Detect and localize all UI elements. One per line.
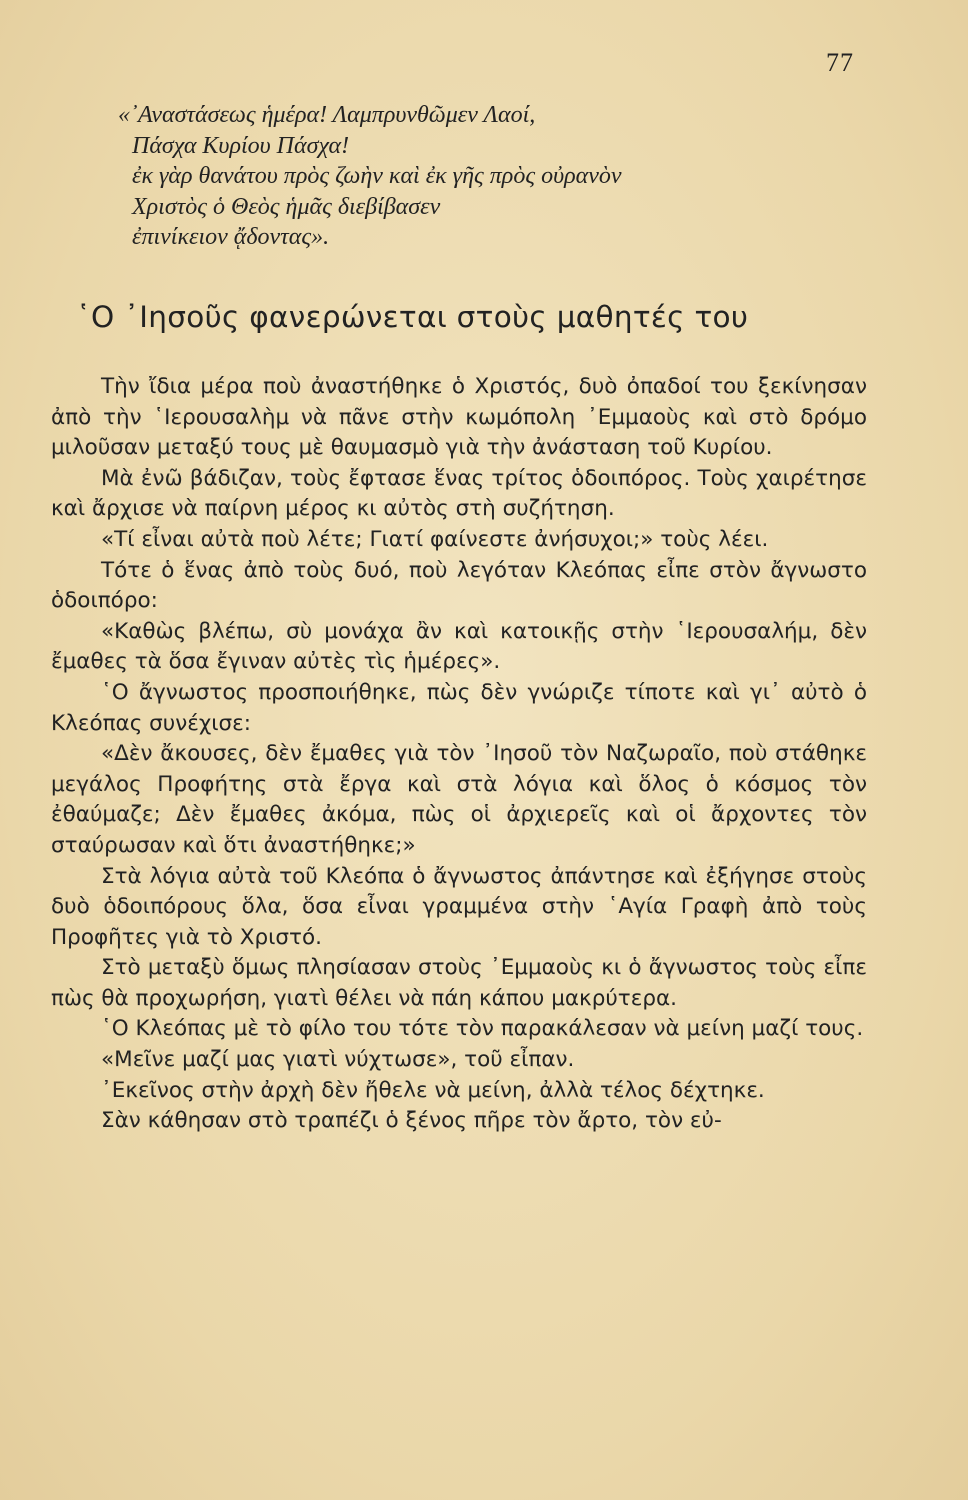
paragraph: «Τί εἶναι αὐτὰ ποὺ λέτε; Γιατί φαίνεστε ἀνήσυχοι;» τοὺς λέει. [101,526,769,552]
verse-line: «᾿Αναστάσεως ἡμέρα! Λαμπρυνθῶμεν Λαοί, [118,102,536,128]
paragraph: Τὴν ἴδια μέρα ποὺ ἀναστήθηκε ὁ Χριστός, δυὸ ὀπαδοί του ξεκίνησαν ἀπὸ τὴν ῾Ιερουσαλὴμ νὰ πᾶνε στὴν κωμόπολη ᾿Εμμαοὺς καὶ στὸ δρόμο μιλοῦσαν μεταξύ τους μὲ θαυμασμὸ γιὰ τὴν ἀνάσταση τοῦ Κυρίου. [51,374,867,461]
paragraph: ῾Ο Κλεόπας μὲ τὸ φίλο του τότε τὸν παρακάλεσαν νὰ μείνη μαζί τους. [101,1016,864,1042]
verse-line: ἐπινίκειον ᾄδοντας». [132,224,330,250]
paragraph: ᾿Εκεῖνος στὴν ἀρχὴ δὲν ἤθελε νὰ μείνη, ἀλλὰ τέλος δέχτηκε. [101,1077,765,1103]
paragraph: Τότε ὁ ἕνας ἀπὸ τοὺς δυό, ποὺ λεγόταν Κλεόπας εἶπε στὸν ἄγνωστο ὁδοιπόρο: [51,557,867,614]
hymn-verse [118,100,838,253]
verse-line: ἐκ γὰρ θανάτου πρὸς ζωὴν καὶ ἐκ γῆς πρὸς οὐρανὸν [132,163,622,189]
paragraph: Στὸ μεταξὺ ὅμως πλησίασαν στοὺς ᾿Εμμαοὺς κι ὁ ἄγνωστος τοὺς εἶπε πὼς θὰ προχωρήση, γιατὶ θέλει νὰ πάη κάπου μακρύτερα. [51,955,867,1011]
verse-line: Χριστὸς ὁ Θεὸς ἡμᾶς διεβίβασεν [132,193,441,220]
verse-line: Πάσχα Κυρίου Πάσχα! [132,132,350,159]
body-text [51,372,867,1137]
paragraph: «Μεῖνε μαζί μας γιατὶ νύχτωσε», τοῦ εἶπαν. [101,1047,575,1073]
paragraph: Σὰν κάθησαν στὸ τραπέζι ὁ ξένος πῆρε τὸν ἄρτο, τὸν εὐ- [101,1108,722,1134]
section-heading: ῾Ο ᾿Ιησοῦς φανερώνεται στοὺς μαθητές του [76,300,749,334]
paragraph: «Καθὼς βλέπω, σὺ μονάχα ἂν καὶ κατοικῇς στὴν ῾Ιερουσαλήμ, δὲν ἔμαθες τὰ ὅσα ἔγιναν αὐτὲς τὶς ἡμέρες». [51,618,867,675]
paragraph: ῾Ο ἄγνωστος προσποιήθηκε, πὼς δὲν γνώριζε τίποτε καὶ γι᾿ αὐτὸ ὁ Κλεόπας συνέχισε: [51,679,867,736]
paragraph: Μὰ ἐνῶ βάδιζαν, τοὺς ἔφτασε ἕνας τρίτος ὁδοιπόρος. Τοὺς χαιρέτησε καὶ ἄρχισε νὰ παίρνη μέρος κι αὐτὸς στὴ συζήτηση. [51,465,867,522]
paragraph: «Δὲν ἄκουσες, δὲν ἔμαθες γιὰ τὸν ᾿Ιησοῦ τὸν Ναζωραῖο, ποὺ στάθηκε μεγάλος Προφήτης στὰ ἔργα καὶ στὰ λόγια καὶ ὅλος ὁ κόσμος τὸν ἐθαύμαζε; Δὲν ἔμαθες ἀκόμα, πὼς οἱ ἀρχιερεῖς καὶ οἱ ἄρχοντες τὸν σταύρωσαν καὶ ὅτι ἀναστήθηκε;» [51,741,867,858]
paragraph: Στὰ λόγια αὐτὰ τοῦ Κλεόπα ὁ ἄγνωστος ἀπάντησε καὶ ἐξήγησε στοὺς δυὸ ὁδοιπόρους ὅλα, ὅσα εἶναι γραμμένα στὴν ῾Αγία Γραφὴ ἀπὸ τοὺς Προφῆτες γιὰ τὸ Χριστό. [51,863,867,950]
page-number: 77 [826,48,854,77]
